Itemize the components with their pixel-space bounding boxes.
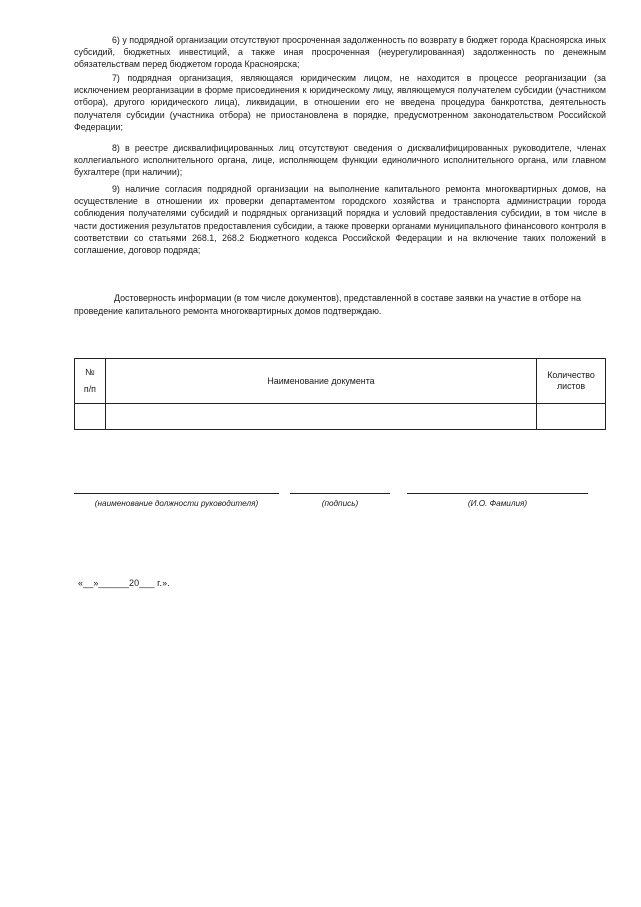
documents-table	[74, 358, 606, 430]
cell-document-name	[105, 404, 536, 430]
header-document-name: Наименование документа	[105, 359, 536, 404]
cell-number	[75, 404, 106, 430]
header-sheet-count	[537, 359, 606, 404]
position-caption: (наименование должности руководителя)	[94, 499, 259, 508]
condition-item-9-text: 9) наличие согласия подрядной организации на выполнение капитального ремонта многоквартирных домов, на осуществление в отношении их проверки департаментом городского хозяйства и транспорта администрации города соблюдения получателями субсидий и подрядных организаций порядка и условий предоставления субсидии, в том числе в части достижения результатов предоставления субсидии, а также проверки органами муниципального финансового контроля в соответствии со статьями 268.1, 268.2 Бюджетного кодекса Российской Федерации и на включение таких положений в соглашение, договор подряда;	[74, 184, 606, 256]
signature-caption: (подпись)	[321, 499, 359, 508]
position-signature-line	[74, 493, 279, 494]
signature-line	[290, 493, 390, 494]
header-number-abbr: п/п	[83, 384, 96, 394]
condition-item-7-text: 7) подрядная организация, являющаяся юридическим лицом, не находится в процессе реорганизации (за исключением реорганизации в форме присоединения к юридическому лицу, являющемуся получателем субсидии (участником отбора), другого юридического лица), ликвидации, в отношении его не введена процедура банкротства, деятельность получателя субсидии (участника отбора) не приостановлена в порядке, предусмотренном законодательством Российской Федерации;	[74, 73, 606, 132]
cell-sheet-count	[537, 404, 606, 430]
condition-item-6	[74, 34, 606, 71]
condition-item-8	[74, 142, 606, 179]
full-name-line	[407, 493, 588, 494]
condition-item-8-text: 8) в реестре дисквалифицированных лиц отсутствуют сведения о дисквалифицированных руководителе, членах коллегиального исполнительного органа, лице, исполняющем функции единоличного исполнительного органа, или главном бухгалтере (при наличии);	[74, 143, 606, 178]
table-header-row	[75, 359, 606, 404]
header-count-line2: листов	[556, 381, 586, 391]
condition-item-9	[74, 183, 606, 256]
date-line: «__»______20___ г.».	[78, 578, 170, 588]
confirmation-text: Достоверность информации (в том числе документов), представленной в составе заявки на участие в отборе на проведение капитального ремонта многоквартирных домов подтверждаю.	[74, 293, 581, 316]
full-name-caption: (И.О. Фамилия)	[467, 499, 528, 508]
condition-item-6-text: 6) у подрядной организации отсутствуют просроченная задолженность по возврату в бюджет города Красноярска иных субсидий, бюджетных инвестиций, а также иная просроченная (неурегулированная) задолженность по денежным обязательствам перед бюджетом города Красноярска;	[74, 35, 606, 70]
header-count-line1: Количество	[547, 370, 595, 380]
confirmation-statement	[74, 292, 606, 318]
header-number	[75, 359, 106, 404]
table-row	[75, 404, 606, 430]
condition-item-7	[74, 72, 606, 133]
header-number-symbol: №	[85, 367, 95, 377]
